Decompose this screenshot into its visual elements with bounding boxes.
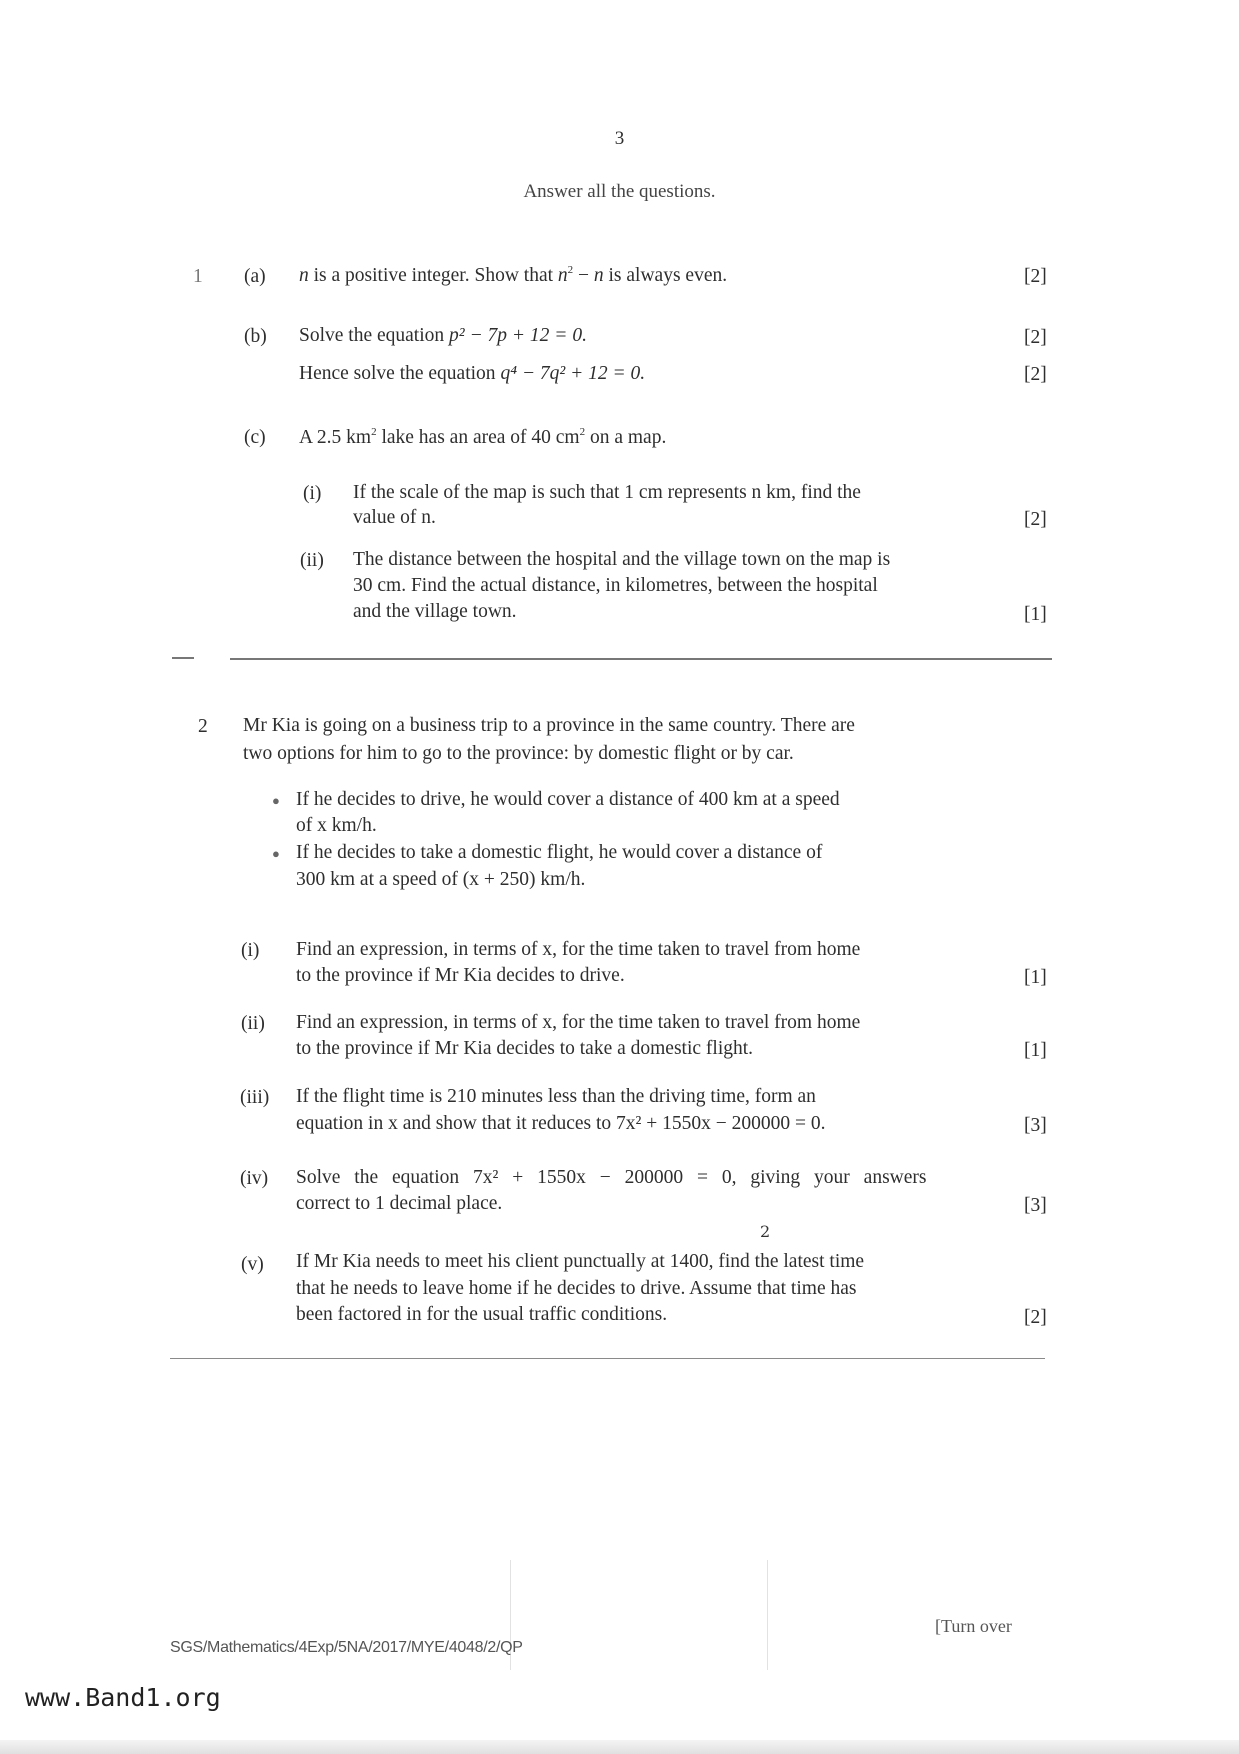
q1a-marks: [2] (1024, 266, 1047, 287)
q2ii-line1: Find an expression, in terms of x, for the time taken to travel from home (296, 1012, 861, 1033)
q2i-label: (i) (241, 940, 260, 961)
q1c-sup2: 2 (579, 426, 586, 438)
q1cii-line3: and the village town. (353, 601, 517, 622)
q1a-text-post: is always even. (603, 265, 728, 286)
q2ii-label: (ii) (241, 1013, 265, 1034)
q1b-line2-pre: Hence solve the equation (299, 363, 501, 384)
q1c-text-a: A 2.5 km (299, 427, 372, 448)
q1a-text-pre: is a positive integer. Show that (308, 265, 558, 286)
q2ii-marks: [1] (1024, 1040, 1047, 1061)
q1b-line1-eq: p² − 7p + 12 = 0. (449, 325, 587, 346)
q2iv-line2: correct to 1 decimal place. (296, 1193, 503, 1214)
q1b-line2 (299, 360, 645, 388)
q1c-sup1: 2 (371, 426, 377, 438)
q1cii-marks: [1] (1024, 604, 1047, 625)
q2v-line1: If Mr Kia needs to meet his client punctually at 1400, find the latest time (296, 1251, 865, 1272)
q1b-line1-pre: Solve the equation (299, 325, 450, 346)
q1a-label: (a) (244, 266, 266, 287)
instruction: Answer all the questions. (523, 181, 716, 202)
q1c-text-b: lake has an area of 40 cm (376, 427, 580, 448)
q1c-text-c: on a map. (585, 427, 667, 448)
q2iv-line1: Solve the equation 7x² + 1550x − 200000 = 0, giving your answers (296, 1167, 927, 1188)
q2iii-marks: [3] (1024, 1115, 1047, 1136)
q2-intro-line1: Mr Kia is going on a business trip to a province in the same country. There are (243, 715, 855, 736)
watermark: www.Band1.org (25, 1683, 221, 1712)
q1a-expr-var2: n (593, 265, 604, 286)
q2v-marks: [2] (1024, 1307, 1047, 1328)
divider-q2 (170, 1358, 1045, 1359)
q1b-line2-marks: [2] (1024, 364, 1047, 385)
q2v-label: (v) (241, 1254, 264, 1275)
q1a-var-n: n (299, 265, 309, 286)
q2-intro-line2: two options for him to go to the province: by domestic flight or by car. (243, 743, 794, 764)
q1b-line1 (299, 322, 587, 350)
handwritten-note: 2 (760, 1222, 771, 1241)
q1ci-line2: value of n. (353, 507, 436, 528)
paper-code: SGS/Mathematics/4Exp/5NA/2017/MYE/4048/2/QP (170, 1639, 523, 1656)
q2ii-line2: to the province if Mr Kia decides to take a domestic flight. (296, 1038, 754, 1059)
q1c-label: (c) (244, 427, 266, 448)
q2-bullet2-line1: If he decides to take a domestic flight, he would cover a distance of (296, 842, 823, 863)
q2-bullet1-line2: of x km/h. (296, 815, 377, 836)
bullet-icon: ● (272, 846, 280, 861)
question-number-2: 2 (198, 716, 208, 737)
q1a-expr-rest: − (573, 265, 594, 286)
q2iii-label: (iii) (240, 1087, 270, 1108)
q1a-expr-base: n (557, 265, 568, 286)
question-number-1: 1 (193, 266, 203, 287)
q1b-line1-marks: [2] (1024, 327, 1047, 348)
q1ci-label: (i) (303, 483, 322, 504)
q1c-text (299, 424, 666, 452)
q1b-line2-eq: q⁴ − 7q² + 12 = 0. (500, 363, 646, 384)
q1cii-line2: 30 cm. Find the actual distance, in kilometres, between the hospital (353, 575, 878, 596)
bullet-icon: ● (272, 793, 280, 808)
scan-artifact (510, 1560, 768, 1670)
q1b-label: (b) (244, 326, 267, 347)
q1cii-line1: The distance between the hospital and the village town on the map is (353, 549, 891, 570)
q2i-line1: Find an expression, in terms of x, for the time taken to travel from home (296, 939, 861, 960)
q1ci-marks: [2] (1024, 509, 1047, 530)
q2iii-line2: equation in x and show that it reduces to 7x² + 1550x − 200000 = 0. (296, 1113, 826, 1134)
q1a-text (299, 262, 727, 290)
q2iv-label: (iv) (240, 1168, 269, 1189)
turn-over: [Turn over (935, 1616, 1012, 1636)
q2i-line2: to the province if Mr Kia decides to drive. (296, 965, 625, 986)
scan-edge (0, 1740, 1239, 1754)
q2iv-marks: [3] (1024, 1195, 1047, 1216)
divider-q1-dash (172, 657, 194, 659)
q2-bullet1-line1: If he decides to drive, he would cover a distance of 400 km at a speed (296, 789, 840, 810)
divider-q1 (230, 658, 1052, 660)
q1a-expr-exp: 2 (567, 264, 574, 276)
q2iii-line1: If the flight time is 210 minutes less than the driving time, form an (296, 1086, 816, 1107)
q2-bullet2-line2: 300 km at a speed of (x + 250) km/h. (296, 869, 586, 890)
page-number: 3 (614, 128, 625, 149)
q2v-line2: that he needs to leave home if he decides to drive. Assume that time has (296, 1278, 857, 1299)
q2v-line3: been factored in for the usual traffic conditions. (296, 1304, 668, 1325)
q1ci-line1: If the scale of the map is such that 1 cm represents n km, find the (353, 482, 861, 503)
q1cii-label: (ii) (300, 550, 324, 571)
q2i-marks: [1] (1024, 967, 1047, 988)
